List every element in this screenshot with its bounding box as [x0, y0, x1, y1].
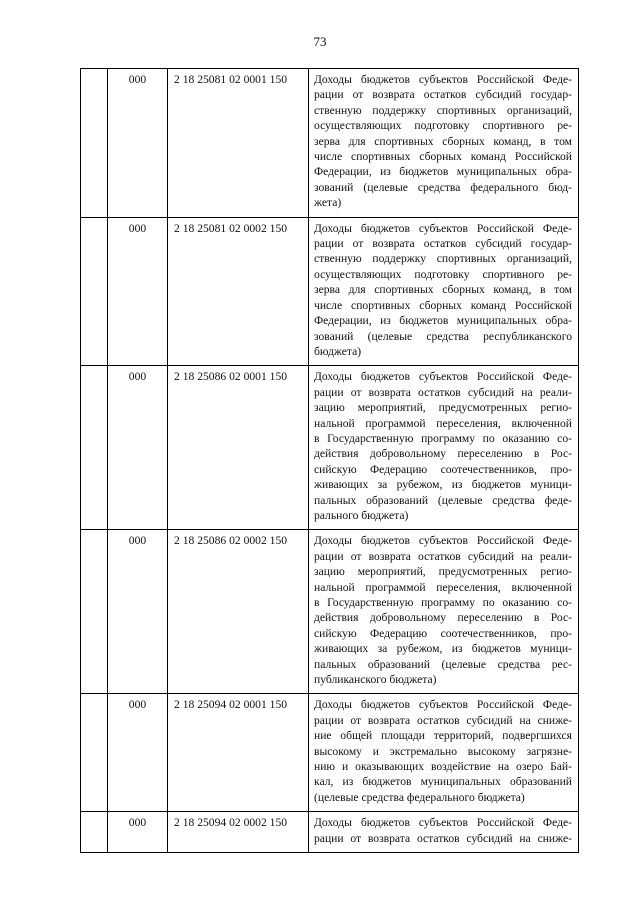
row-empty-cell — [81, 694, 108, 812]
description-line: зований (целевые средства республиканского — [314, 329, 572, 343]
description-line: сийскую Федерацию соотечественников, про- — [314, 626, 572, 640]
budget-classification-code-cell: 2 18 25086 02 0002 150 — [168, 530, 309, 694]
description-line: Федерации, из бюджетов муниципальных обра- — [314, 165, 572, 179]
page-number: 73 — [313, 34, 327, 49]
description-line: действия добровольному переселению в Рос- — [314, 447, 572, 461]
description-line: нальной программой переселения, включенной — [314, 416, 572, 430]
table-row — [81, 69, 579, 218]
description-line: нальной программой переселения, включенной — [314, 580, 572, 594]
admin-code-cell: 000 — [108, 69, 168, 218]
revenue-description-cell — [309, 530, 579, 694]
description-line: кал, из бюджетов муниципальных образований — [314, 775, 572, 789]
description-line: зерва для спортивных сборных команд, в том — [314, 134, 572, 148]
description-line: пальных образований (целевые средства рес- — [314, 657, 572, 671]
description-line: зацию мероприятий, предусмотренных регио- — [314, 401, 572, 415]
description-line: (целевые средства федерального бюджета) — [314, 790, 525, 804]
description-line: нию и оказывающих воздействие на озеро Бай- — [314, 760, 572, 774]
table-row — [81, 530, 579, 694]
description-line: рации от возврата остатков субсидий государ- — [314, 88, 572, 102]
table-body — [81, 69, 579, 853]
description-line: зацию мероприятий, предусмотренных регио- — [314, 565, 572, 579]
row-empty-cell — [81, 366, 108, 530]
description-line: ственную поддержку спортивных организаций, — [314, 103, 572, 117]
description-line: публиканского бюджета) — [314, 673, 437, 687]
description-line: живающих за рубежом, из бюджетов муници- — [314, 642, 572, 656]
description-line: ние общей площади территорий, подвергшихся — [314, 729, 572, 743]
row-empty-cell — [81, 530, 108, 694]
revenue-description-cell — [309, 69, 579, 218]
revenue-description-cell — [309, 812, 579, 853]
description-line: Доходы бюджетов субъектов Российской Феде- — [314, 534, 572, 548]
budget-classification-code-cell: 2 18 25081 02 0002 150 — [168, 217, 309, 366]
description-line: действия добровольному переселению в Рос- — [314, 611, 572, 625]
description-line: Доходы бюджетов субъектов Российской Феде- — [314, 698, 572, 712]
description-line: высокому и экстремально высокому загрязне- — [314, 744, 572, 758]
description-line: Доходы бюджетов субъектов Российской Феде- — [314, 370, 572, 384]
row-empty-cell — [81, 69, 108, 218]
table-row — [81, 366, 579, 530]
description-line: числе спортивных сборных команд Российской — [314, 298, 572, 312]
table-row — [81, 812, 579, 853]
description-line: зований (целевые средства федерального бюд- — [314, 180, 572, 194]
row-empty-cell — [81, 217, 108, 366]
description-line: рации от возврата остатков субсидий на реали- — [314, 549, 572, 563]
description-line: рации от возврата остатков субсидий на реали- — [314, 385, 572, 399]
revenue-description-cell — [309, 217, 579, 366]
description-line: рации от возврата остатков субсидий на сниже- — [314, 831, 572, 845]
admin-code-cell: 000 — [108, 217, 168, 366]
budget-classification-code-cell: 2 18 25094 02 0001 150 — [168, 694, 309, 812]
admin-code-cell: 000 — [108, 694, 168, 812]
revenue-description-cell — [309, 694, 579, 812]
description-line: числе спортивных сборных команд Российской — [314, 150, 572, 164]
description-line: пальных образований (целевые средства феде- — [314, 493, 572, 507]
admin-code-cell: 000 — [108, 366, 168, 530]
description-line: рального бюджета) — [314, 508, 409, 522]
table-row — [81, 694, 579, 812]
description-line: зерва для спортивных сборных команд, в том — [314, 283, 572, 297]
description-line: осуществляющих подготовку спортивного ре- — [314, 267, 572, 281]
revenue-description-cell — [309, 366, 579, 530]
description-line: Доходы бюджетов субъектов Российской Феде- — [314, 816, 572, 830]
description-line: ственную поддержку спортивных организаций, — [314, 252, 572, 266]
table-row — [81, 217, 579, 366]
revenue-codes-table — [80, 68, 579, 853]
description-line: в Государственную программу по оказанию со- — [314, 431, 572, 445]
budget-classification-code-cell: 2 18 25081 02 0001 150 — [168, 69, 309, 218]
description-line: жета) — [314, 196, 342, 210]
description-line: Доходы бюджетов субъектов Российской Феде- — [314, 73, 572, 86]
description-line: сийскую Федерацию соотечественников, про- — [314, 462, 572, 476]
admin-code-cell: 000 — [108, 812, 168, 853]
row-empty-cell — [81, 812, 108, 853]
description-line: Федерации, из бюджетов муниципальных обра- — [314, 314, 572, 328]
description-line: рации от возврата остатков субсидий на сниже- — [314, 713, 572, 727]
description-line: живающих за рубежом, из бюджетов муници- — [314, 478, 572, 492]
description-line: бюджета) — [314, 344, 362, 358]
description-line: осуществляющих подготовку спортивного ре- — [314, 119, 572, 133]
budget-classification-code-cell: 2 18 25086 02 0001 150 — [168, 366, 309, 530]
description-line: в Государственную программу по оказанию со- — [314, 596, 572, 609]
admin-code-cell: 000 — [108, 530, 168, 694]
description-line: Доходы бюджетов субъектов Российской Феде- — [314, 221, 572, 235]
description-line: рации от возврата остатков субсидий государ- — [314, 237, 572, 251]
revenue-codes-table-wrapper — [80, 68, 578, 845]
budget-classification-code-cell: 2 18 25094 02 0002 150 — [168, 812, 309, 853]
